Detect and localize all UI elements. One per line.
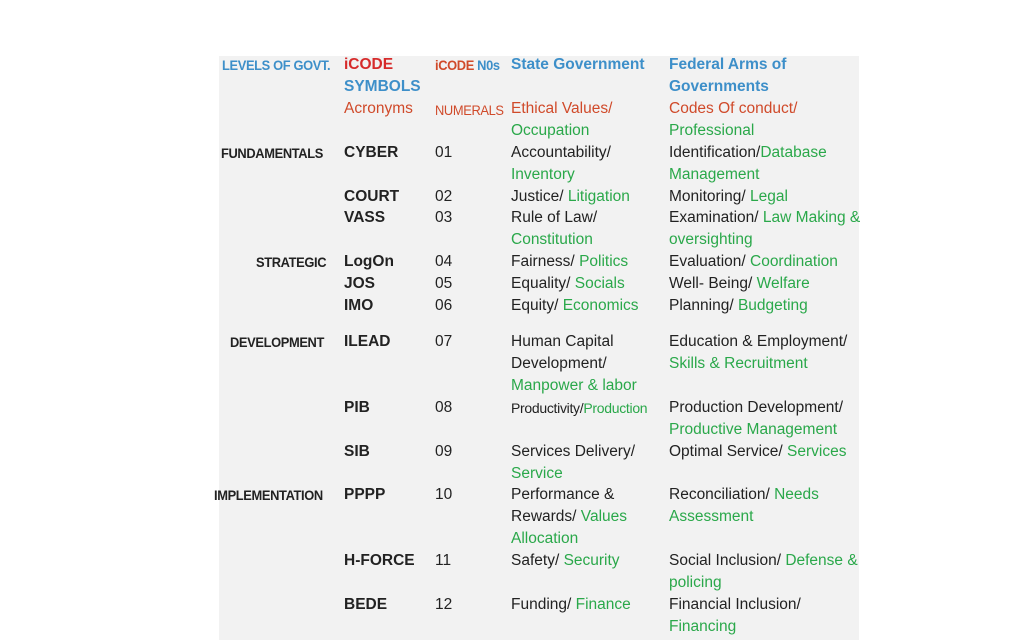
row-federal-value-green: oversighting [669,231,753,248]
subheader-acronyms: Acronyms [344,100,413,117]
header-state-government: State Government [511,56,645,73]
header-icode-red: iCODE [435,57,474,73]
row-state-value: Human Capital [511,333,614,350]
row-symbol: IMO [344,297,374,314]
row-symbol: BEDE [344,596,388,613]
row-state-value-green: Service [511,465,563,482]
header-icode-symbols-line1: iCODE [344,56,394,73]
header-levels-of-govt: LEVELS OF GOVT. [222,57,331,73]
row-symbol: PPPP [344,486,386,503]
row-numeral: 04 [435,253,453,270]
row-state-value-green: Allocation [511,530,579,547]
level-fundamentals: FUNDAMENTALS [221,145,324,161]
row-federal-value: Planning/ Budgeting [669,297,808,314]
row-federal-value: Identification/Database [669,144,827,161]
row-state-value: Safety/ Security [511,552,620,569]
subheader-federal-green: Professional [669,122,755,139]
subheader-state-green: Occupation [511,122,590,139]
row-state-value-green: Inventory [511,166,575,183]
row-federal-value: Reconciliation/ Needs [669,486,819,503]
row-federal-value-green: Assessment [669,508,754,525]
row-federal-value: Production Development/ [669,399,844,416]
header-icode-symbols-line2: SYMBOLS [344,78,421,95]
row-numeral: 05 [435,275,453,292]
header-federal-line2: Governments [669,78,769,95]
row-federal-value: Evaluation/ Coordination [669,253,838,270]
row-numeral: 03 [435,209,453,226]
row-state-value: Accountability/ [511,144,611,161]
row-state-value: Rule of Law/ [511,209,598,226]
row-federal-value: Education & Employment/ [669,333,848,350]
row-symbol: COURT [344,188,400,205]
header-federal-line1: Federal Arms of [669,56,787,73]
row-federal-value: Well- Being/ Welfare [669,275,810,292]
row-state-value-green: Manpower & labor [511,377,637,394]
level-implementation: IMPLEMENTATION [213,487,323,503]
row-state-value: Justice/ Litigation [511,188,630,205]
row-symbol: CYBER [344,144,399,161]
row-state-value: Equity/ Economics [511,297,639,314]
row-numeral: 10 [435,486,453,503]
row-federal-value: Social Inclusion/ Defense & [669,552,858,569]
level-strategic: STRATEGIC [255,254,326,270]
row-federal-value: Monitoring/ Legal [669,188,788,205]
row-federal-value-green: Management [669,166,760,183]
row-federal-value: Optimal Service/ Services [669,443,847,460]
row-federal-value: Financial Inclusion/ [669,596,801,613]
subheader-state-red: Ethical Values/ [511,100,613,117]
row-state-value: Equality/ Socials [511,275,625,292]
row-federal-value: Examination/ Law Making & [669,209,861,226]
row-symbol: SIB [344,443,370,460]
row-state-value: Funding/ Finance [511,596,631,613]
row-federal-value-green: Financing [669,618,737,635]
row-state-value: Performance & [511,486,615,503]
header-n0s-blue: N0s [477,57,500,73]
row-numeral: 02 [435,188,453,205]
row-state-value-green: Constitution [511,231,593,248]
row-symbol: ILEAD [344,333,391,350]
row-state-value: Fairness/ Politics [511,253,629,270]
row-numeral: 12 [435,596,453,613]
row-federal-value-green: Skills & Recruitment [669,355,808,372]
row-symbol: PIB [344,399,370,416]
row-federal-value-green: policing [669,574,722,591]
row-symbol: H-FORCE [344,552,415,569]
subheader-numerals: NUMERALS [435,102,504,118]
row-numeral: 01 [435,144,453,161]
row-numeral: 11 [435,552,452,569]
row-state-value: Productivity/Production [511,400,648,416]
row-symbol: JOS [344,275,376,292]
header-icode-numerals [435,54,500,76]
row-state-value-line2: Rewards/ Values [511,508,628,525]
row-numeral: 06 [435,297,453,314]
level-development: DEVELOPMENT [229,334,324,350]
row-symbol: VASS [344,209,386,226]
row-numeral: 09 [435,443,453,460]
row-symbol: LogOn [344,253,394,270]
row-federal-value-green: Productive Management [669,421,838,438]
row-state-value-line2: Development/ [511,355,607,372]
row-numeral: 08 [435,399,453,416]
row-state-value: Services Delivery/ [511,443,636,460]
row-numeral: 07 [435,333,453,350]
subheader-federal-red: Codes Of conduct/ [669,100,798,117]
